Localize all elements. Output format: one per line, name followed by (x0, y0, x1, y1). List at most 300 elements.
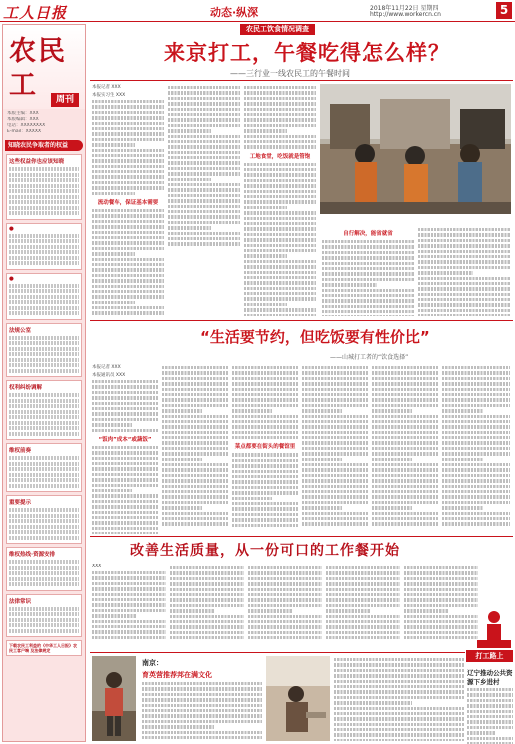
text-line (232, 507, 298, 510)
text-line (326, 609, 370, 612)
text-line (92, 225, 164, 228)
text-line (244, 124, 316, 127)
tailor-illustration (266, 656, 330, 741)
text-line (92, 301, 135, 304)
text-line (162, 468, 228, 471)
text-line (92, 500, 158, 503)
text-line (322, 262, 414, 265)
sidebar-block-heading: 权利纠纷调解 (9, 385, 43, 391)
text-line (467, 720, 513, 723)
text-line (92, 132, 164, 135)
text-line (9, 525, 79, 529)
text-line (232, 377, 298, 380)
text-line (92, 457, 158, 460)
text-line (168, 172, 240, 175)
text-line (92, 582, 166, 585)
text-line (322, 278, 414, 281)
text-line (302, 522, 368, 525)
text-line (244, 292, 316, 295)
text-line (232, 480, 298, 483)
sidebar (2, 24, 86, 742)
text-line (168, 237, 240, 240)
text-line (168, 135, 240, 138)
text-line (232, 486, 298, 489)
text-line (9, 456, 79, 460)
text-line (9, 234, 79, 238)
text-line (92, 279, 164, 282)
text-line (142, 725, 214, 728)
text-line (9, 571, 79, 575)
text-line (92, 423, 132, 426)
text-line (322, 315, 414, 316)
text-line (92, 429, 158, 432)
text-line (418, 277, 510, 280)
text-line (372, 458, 412, 461)
text-line (244, 314, 316, 316)
text-line (326, 636, 400, 639)
subheadline-1: ——三行业一线农民工的午餐时间 (230, 69, 350, 78)
text-line (302, 415, 368, 418)
text-line (302, 436, 368, 439)
text-line (9, 211, 79, 215)
text-line (9, 306, 79, 310)
text-line (442, 393, 510, 396)
text-line (326, 571, 400, 574)
text-line (334, 717, 464, 720)
text-line (92, 263, 164, 266)
text-line (442, 452, 510, 455)
text-line (142, 693, 262, 696)
text-line (232, 453, 298, 456)
text-line (302, 420, 368, 423)
text-line (232, 459, 298, 462)
text-line (372, 425, 438, 428)
text-line (442, 366, 510, 369)
text-line (9, 478, 79, 482)
text-line (232, 398, 298, 401)
text-line (372, 495, 438, 498)
article2-col6 (442, 364, 510, 534)
text-line (9, 256, 79, 260)
text-line (372, 490, 438, 493)
text-line (232, 518, 298, 521)
text-line (142, 704, 262, 707)
text-line (92, 587, 166, 590)
text-line (372, 463, 438, 466)
text-line (92, 532, 158, 534)
text-line (232, 497, 272, 500)
text-line (232, 409, 272, 412)
masthead (0, 0, 515, 22)
sidebar-footer: 下载农民工利益的《中华工人日报》农民工客户端 及法律规定 (6, 640, 82, 656)
text-line (9, 421, 79, 425)
text-line (372, 371, 438, 374)
text-line (244, 91, 316, 94)
text-line (442, 371, 510, 374)
text-line (244, 303, 287, 306)
article1-col4 (322, 226, 414, 316)
text-line (162, 425, 228, 428)
text-line (9, 300, 79, 304)
text-line (170, 609, 214, 612)
text-line (326, 577, 400, 580)
text-line (9, 369, 79, 373)
text-line (168, 118, 240, 121)
text-line (248, 615, 322, 618)
text-line (162, 447, 228, 450)
text-line (92, 122, 164, 125)
text-line (372, 512, 438, 515)
editor-line: 本版主编：XXX (7, 111, 39, 116)
text-line (9, 173, 79, 177)
text-line (9, 582, 79, 586)
text-line (9, 358, 79, 362)
text-line (326, 593, 400, 596)
sidebar-block-heading: 维权前奏 (9, 448, 32, 454)
commentary-col4 (326, 564, 400, 644)
text-line (248, 609, 292, 612)
text-line (302, 479, 368, 482)
text-line (162, 501, 228, 504)
text-line (162, 506, 202, 509)
text-line (232, 382, 298, 385)
text-line (372, 522, 438, 525)
text-line (372, 452, 438, 455)
article2-col2 (162, 364, 228, 534)
text-line (92, 451, 158, 454)
text-line (372, 431, 438, 434)
editor-line: E-mail：XXXXX (7, 129, 42, 134)
text-line (92, 484, 158, 487)
text-line (92, 192, 135, 195)
text-line (92, 418, 158, 421)
text-line (244, 249, 316, 252)
text-line (372, 377, 438, 380)
text-line (92, 111, 164, 114)
text-line (162, 382, 228, 385)
text-line (442, 501, 510, 504)
text-line (244, 244, 316, 247)
text-line (302, 468, 368, 471)
headline-2: “生活要节约，但吃饭要有性价比” (200, 328, 430, 346)
text-line (142, 682, 262, 685)
text-line (244, 271, 316, 274)
text-line (92, 614, 136, 617)
text-line (418, 255, 510, 258)
text-line (232, 420, 298, 423)
text-line (232, 470, 298, 473)
text-line (92, 609, 166, 612)
sidebar-header (3, 25, 85, 109)
text-line (142, 709, 262, 712)
text-line (302, 409, 342, 412)
text-line (162, 517, 228, 520)
text-line (168, 129, 211, 132)
text-line (248, 598, 322, 601)
text-line (302, 447, 368, 450)
text-line (162, 404, 228, 407)
editor-line: 本版编辑：XXX (7, 117, 39, 122)
text-line (442, 382, 510, 385)
text-line (467, 737, 513, 740)
text-line (92, 149, 164, 152)
text-line (442, 458, 483, 461)
sidebar-block-heading: ● (9, 225, 14, 232)
text-line (92, 268, 164, 271)
text-line (170, 577, 244, 580)
text-line (302, 501, 368, 504)
sidebar-block (6, 495, 82, 544)
article1-col2 (168, 84, 240, 316)
text-line (162, 436, 228, 439)
story-title: 育英营推荐邦在满文化 (142, 671, 212, 679)
text-line (302, 441, 368, 444)
text-line (92, 489, 132, 492)
text-line (322, 256, 414, 259)
text-line (302, 485, 368, 488)
text-line (168, 102, 240, 105)
text-line (404, 588, 478, 591)
text-line (334, 658, 464, 661)
text-line (326, 631, 400, 634)
text-line (9, 239, 79, 243)
text-line (404, 636, 478, 639)
text-line (302, 425, 368, 428)
text-line (322, 305, 414, 308)
text-line (442, 425, 510, 428)
text-line (372, 436, 438, 439)
headline-3: 改善生活质量，从一份可口的工作餐开始 (130, 543, 400, 559)
text-line (442, 415, 510, 418)
text-line (92, 467, 158, 470)
text-line (442, 517, 510, 520)
text-line (326, 598, 400, 601)
text-line (244, 308, 316, 311)
text-line (372, 388, 438, 391)
text-line (244, 184, 316, 187)
text-line (142, 714, 262, 717)
article2-subhead-b: 菜点都要在街头的餐馆里 (234, 444, 296, 451)
text-line (142, 720, 262, 723)
text-line (168, 199, 240, 202)
text-line (170, 636, 244, 639)
article1-subhead-b: 工地食堂，吃饭就是管饱 (249, 153, 311, 160)
text-line (232, 524, 298, 527)
text-line (170, 593, 244, 596)
text-line (244, 118, 316, 121)
text-line (302, 398, 368, 401)
text-line (418, 244, 510, 247)
text-line (404, 609, 448, 612)
text-line (442, 485, 510, 488)
article2-subhead-a: “饭肉”成本“或蔬饭” (98, 436, 152, 443)
commentary-col1 (92, 564, 166, 644)
photo-workers-lunch (320, 84, 511, 214)
divider (90, 536, 513, 537)
text-line (92, 494, 158, 497)
text-line (170, 588, 244, 591)
text-line (9, 200, 79, 204)
text-line (162, 522, 228, 525)
text-line (9, 289, 79, 293)
text-line (9, 607, 79, 611)
text-line (92, 412, 158, 415)
text-line (9, 284, 79, 288)
article1-col1 (92, 84, 164, 316)
text-line (248, 577, 322, 580)
text-line (372, 366, 438, 369)
text-line (9, 347, 79, 351)
bottom-mid-story (334, 656, 464, 741)
text-line (168, 167, 240, 170)
text-line (244, 140, 316, 143)
editor-info (3, 109, 85, 137)
text-line (326, 588, 400, 591)
text-line (334, 680, 464, 683)
text-line (170, 620, 244, 623)
text-line (372, 415, 438, 418)
text-line (334, 663, 464, 666)
text-line (248, 582, 322, 585)
sidebar-block-heading: 法律常识 (9, 598, 32, 605)
text-line (326, 620, 400, 623)
text-line (142, 736, 262, 739)
text-line (92, 473, 158, 476)
text-line (162, 479, 228, 482)
text-line (168, 113, 240, 116)
text-line (92, 598, 166, 601)
text-line (326, 582, 400, 585)
text-line (92, 241, 164, 244)
text-line (9, 560, 79, 564)
photo-caption (320, 216, 511, 224)
text-line (232, 436, 298, 439)
text-line (404, 625, 478, 628)
weekly-badge: 周刊 (51, 93, 79, 107)
text-line (92, 391, 158, 394)
sidebar-block-heading: 法规公室 (9, 327, 32, 334)
text-line (418, 303, 510, 306)
text-line (418, 228, 510, 231)
text-line (418, 309, 510, 312)
text-line (168, 161, 240, 164)
text-line (442, 490, 510, 493)
text-line (322, 251, 414, 254)
divider (90, 320, 513, 321)
text-line (442, 468, 510, 471)
text-line (302, 463, 368, 466)
text-line (168, 108, 240, 111)
worker-silhouette-icon (475, 609, 513, 649)
article2-col1 (92, 364, 158, 534)
text-line (9, 184, 79, 188)
text-line (170, 571, 244, 574)
text-line (168, 178, 211, 181)
text-line (404, 593, 478, 596)
text-line (372, 409, 412, 412)
text-line (418, 233, 510, 236)
text-line (92, 306, 164, 309)
text-line (9, 508, 79, 512)
text-line (302, 512, 368, 515)
text-line (9, 336, 79, 340)
text-line (334, 728, 464, 731)
article2-col3 (232, 364, 298, 534)
text-line (162, 393, 228, 396)
text-line (467, 731, 495, 734)
bottom-left-story (142, 656, 262, 741)
text-line (92, 527, 158, 530)
text-line (142, 731, 262, 734)
text-line (244, 113, 316, 116)
text-line (302, 377, 368, 380)
text-line (92, 636, 166, 639)
text-line (92, 462, 158, 465)
text-line (92, 571, 166, 574)
text-line (142, 687, 262, 690)
text-line (232, 491, 298, 494)
text-line (92, 603, 166, 606)
text-line (168, 124, 240, 127)
page-number: 5 (496, 2, 512, 19)
text-line (418, 298, 510, 301)
text-line (168, 210, 240, 213)
byline: 本报通讯员 XXX (92, 373, 126, 378)
text-line (334, 707, 464, 710)
text-line (322, 272, 414, 275)
text-line (9, 295, 79, 299)
text-line (162, 377, 228, 380)
text-line (244, 195, 316, 198)
text-line (467, 704, 513, 707)
text-line (232, 425, 298, 428)
byline: 本报记者 XXX (92, 85, 121, 90)
text-line (92, 311, 164, 314)
text-line (404, 566, 478, 569)
text-line (302, 388, 368, 391)
text-line (404, 615, 478, 618)
text-line (92, 402, 158, 405)
sidebar-block (6, 443, 82, 492)
article1-col3 (244, 84, 316, 316)
text-line (442, 463, 510, 466)
text-line (244, 227, 316, 230)
text-line (372, 404, 438, 407)
text-line (92, 209, 164, 212)
text-line (162, 366, 228, 369)
text-line (9, 536, 79, 540)
text-line (372, 382, 438, 385)
text-line (92, 511, 158, 514)
text-line (9, 245, 79, 249)
text-line (9, 473, 79, 477)
text-line (467, 715, 513, 718)
text-line (92, 100, 164, 103)
text-line (92, 165, 164, 168)
text-line (92, 220, 164, 223)
text-line (92, 159, 164, 162)
text-line (418, 266, 510, 269)
text-line (418, 282, 510, 285)
text-line (168, 156, 240, 159)
website-url[interactable]: http://www.workercn.cn (370, 11, 441, 18)
text-line (442, 522, 510, 525)
text-line (372, 393, 438, 396)
text-line (244, 222, 316, 225)
text-line (302, 404, 368, 407)
text-line (232, 404, 298, 407)
text-line (322, 310, 414, 313)
